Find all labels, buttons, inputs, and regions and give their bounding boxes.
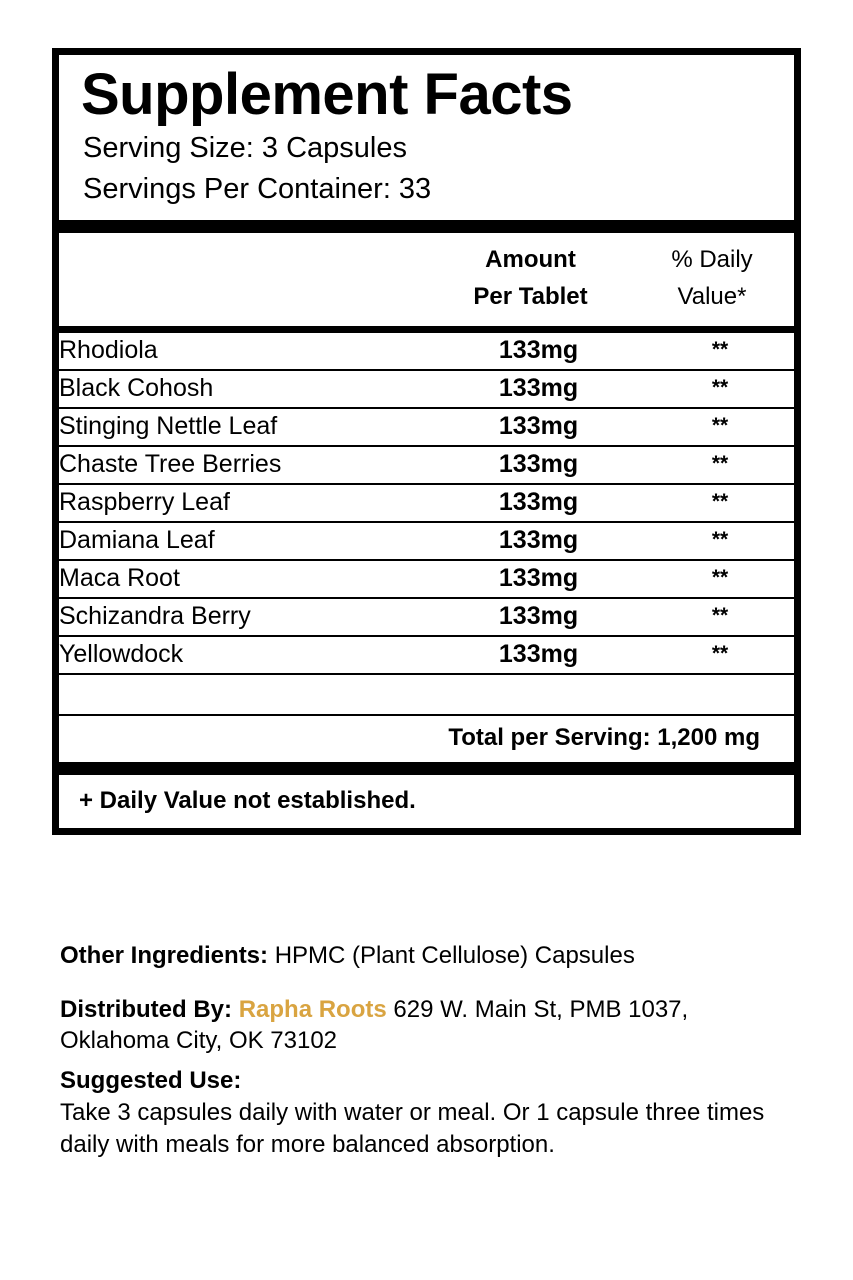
table-row	[59, 370, 794, 408]
suggested-use-body: Take 3 capsules daily with water or meal. Or 1 capsule three times daily with meals for more balanced absorption.	[60, 1099, 765, 1158]
ingredient-daily-value: **	[646, 560, 794, 598]
column-header-dv-line1: % Daily	[671, 246, 753, 274]
table-row	[59, 522, 794, 560]
column-header-spacer	[59, 241, 423, 315]
ingredient-amount: 133mg	[431, 446, 646, 484]
ingredient-name: Stinging Nettle Leaf	[59, 408, 431, 446]
ingredient-amount: 133mg	[431, 408, 646, 446]
ingredient-amount: 133mg	[431, 522, 646, 560]
ingredient-daily-value: **	[646, 333, 794, 370]
ingredient-name: Black Cohosh	[59, 370, 431, 408]
blank-cell	[431, 674, 646, 715]
ingredient-name: Maca Root	[59, 560, 431, 598]
ingredient-daily-value: **	[646, 370, 794, 408]
supplement-facts-panel	[52, 48, 801, 835]
column-header-amount-line1: Amount	[485, 246, 576, 274]
distributed-by-separator: :	[224, 995, 233, 1023]
servings-per-container: Servings Per Container: 33	[83, 173, 432, 206]
ingredient-name: Rhodiola	[59, 333, 431, 370]
supplement-facts-title: Supplement Facts	[81, 62, 573, 127]
ingredient-daily-value: **	[646, 598, 794, 636]
column-header-dv-line2: Value*	[677, 283, 747, 311]
column-header-amount	[423, 241, 638, 315]
table-row	[59, 598, 794, 636]
ingredients-table-body	[59, 333, 794, 762]
ingredient-name: Schizandra Berry	[59, 598, 431, 636]
ingredient-amount: 133mg	[431, 598, 646, 636]
ingredient-daily-value: **	[646, 484, 794, 522]
brand-name: Rapha Roots	[238, 995, 387, 1023]
ingredient-daily-value: **	[646, 522, 794, 560]
address-line-2: Oklahoma City, OK 73102	[60, 1027, 338, 1055]
column-header-row	[59, 233, 794, 325]
serving-size: Serving Size: 3 Capsules	[83, 131, 407, 164]
ingredient-amount: 133mg	[431, 560, 646, 598]
table-row	[59, 446, 794, 484]
ingredient-daily-value: **	[646, 408, 794, 446]
divider-medium-header	[59, 326, 794, 333]
blank-cell	[59, 674, 431, 715]
table-row-blank	[59, 674, 794, 715]
ingredient-amount: 133mg	[431, 484, 646, 522]
ingredient-amount: 133mg	[431, 370, 646, 408]
table-row	[59, 636, 794, 674]
serving-info	[59, 128, 794, 220]
ingredient-name: Chaste Tree Berries	[59, 446, 431, 484]
label-footer-text	[60, 940, 800, 1161]
suggested-use-heading: Suggested Use:	[60, 1067, 242, 1095]
distributed-by-label: Distributed By	[60, 995, 225, 1023]
ingredient-daily-value: **	[646, 446, 794, 484]
ingredient-amount: 133mg	[431, 636, 646, 674]
column-header-amount-line2: Per Tablet	[473, 283, 588, 311]
table-row	[59, 408, 794, 446]
ingredients-table	[59, 333, 794, 762]
other-ingredients-label: Other Ingredients:	[60, 942, 269, 969]
divider-thick-bottom	[59, 762, 794, 775]
ingredient-daily-value: **	[646, 636, 794, 674]
table-row	[59, 560, 794, 598]
blank-cell	[646, 674, 794, 715]
distributed-by	[60, 994, 800, 1057]
column-header-daily-value	[638, 241, 786, 315]
ingredient-name: Raspberry Leaf	[59, 484, 431, 522]
total-per-serving: Total per Serving: 1,200 mg	[448, 723, 760, 751]
table-row	[59, 484, 794, 522]
address-line-1: 629 W. Main St, PMB 1037,	[393, 995, 689, 1023]
ingredient-name: Damiana Leaf	[59, 522, 431, 560]
divider-thick-top	[59, 220, 794, 233]
table-row	[59, 333, 794, 370]
other-ingredients-value: HPMC (Plant Cellulose) Capsules	[274, 942, 635, 969]
other-ingredients	[60, 940, 800, 972]
total-row	[59, 715, 794, 762]
ingredient-name: Yellowdock	[59, 636, 431, 674]
daily-value-footnote: + Daily Value not established.	[79, 786, 416, 814]
ingredient-amount: 133mg	[431, 333, 646, 370]
